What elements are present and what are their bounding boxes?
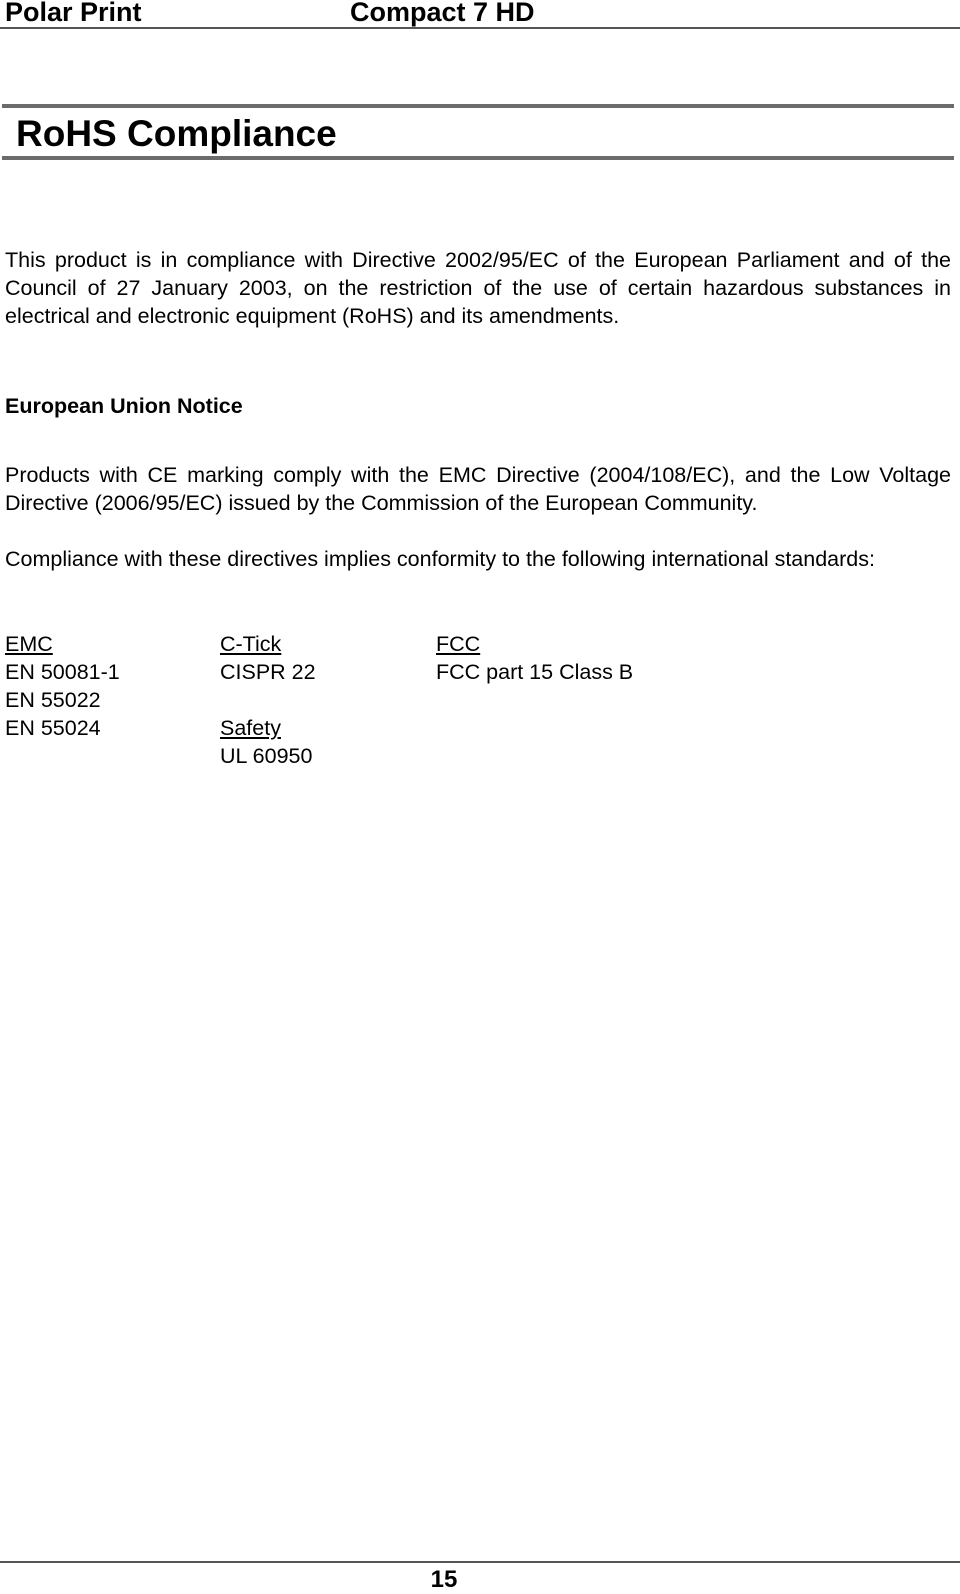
page-number: 15 <box>430 1566 458 1593</box>
rohs-intro-paragraph: This product is in compliance with Directive 2002/95/EC of the European Parliament and of the Council of 27 January 2003, on the restriction of the use of certain hazardous substances in electrical and electronic equipment (RoHS) and its amendments. <box>5 248 951 328</box>
eu-notice-heading: European Union Notice <box>5 394 243 418</box>
blank-cell <box>220 686 316 714</box>
standards-column-emc <box>5 630 120 742</box>
safety-standard: UL 60950 <box>220 744 313 768</box>
header-model: Compact 7 HD <box>350 0 535 27</box>
emc-standard: EN 55024 <box>5 716 101 740</box>
emc-standard: EN 50081-1 <box>5 660 120 684</box>
emc-standard: EN 55022 <box>5 688 101 712</box>
ctick-standard: CISPR 22 <box>220 660 316 684</box>
emc-heading: EMC <box>5 632 53 656</box>
header-brand: Polar Print <box>5 0 142 27</box>
ctick-heading: C-Tick <box>220 632 282 656</box>
section-title: RoHS Compliance <box>16 113 337 154</box>
title-rule-bottom <box>2 156 954 160</box>
fcc-standard: FCC part 15 Class B <box>436 660 634 684</box>
footer-divider <box>0 1561 960 1563</box>
title-rule-top <box>2 104 954 108</box>
ce-marking-paragraph: Products with CE marking comply with the EMC Directive (2004/108/EC), and the Low Voltage Directive (2006/95/EC) issued by the Commission of the European Community. <box>5 463 951 515</box>
standards-column-ctick <box>220 630 316 770</box>
fcc-heading: FCC <box>436 632 481 656</box>
standards-column-fcc <box>436 630 633 686</box>
compliance-paragraph: Compliance with these directives implies conformity to the following international standards: <box>5 547 875 571</box>
header-divider <box>0 27 960 29</box>
safety-heading: Safety <box>220 716 281 740</box>
